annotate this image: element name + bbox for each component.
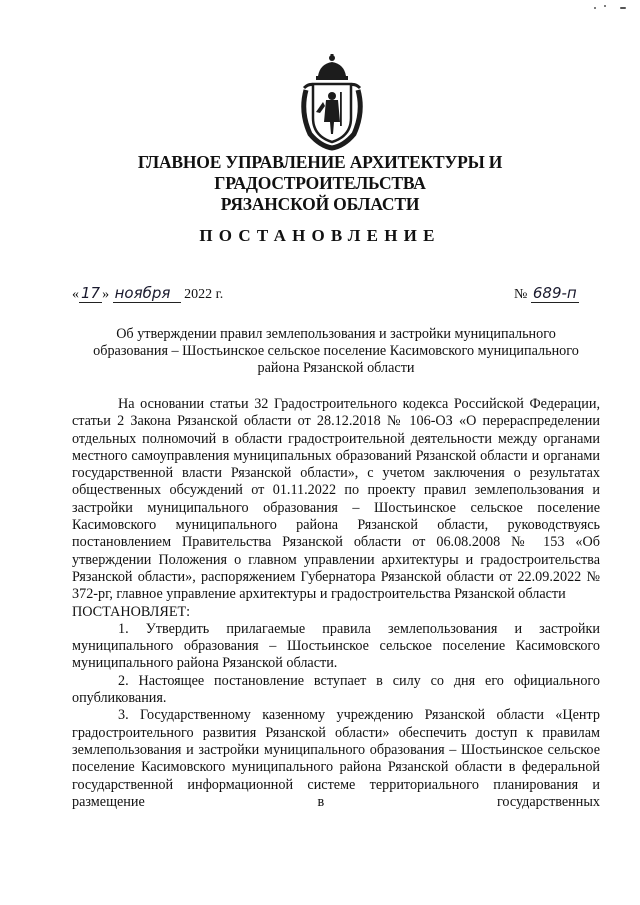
organization-name	[40, 152, 600, 215]
title-line-2: образования – Шостьинское сельское поселение Касимовского муниципального	[93, 343, 579, 359]
date-day: 17	[81, 284, 101, 302]
document-type: ПОСТАНОВЛЕНИЕ	[199, 226, 441, 245]
scan-marks	[590, 4, 630, 12]
organization-name-line-2: РЯЗАНСКОЙ ОБЛАСТИ	[220, 194, 420, 214]
document-title	[78, 326, 594, 377]
item-1: 1. Утвердить прилагаемые правила землепользования и застройки муниципального образования – Шостьинское сельское поселение Касимовского муниципального района Рязанской области.	[72, 620, 600, 672]
coat-of-arms-icon	[296, 52, 368, 152]
quote-open: «	[72, 287, 79, 302]
document-body	[72, 396, 600, 811]
title-line-3: района Рязанской области	[257, 360, 415, 376]
date-year: 2022 г.	[184, 287, 224, 302]
title-line-1: Об утверждении правил землепользования и застройки муниципального	[116, 326, 556, 342]
document-number	[514, 284, 579, 303]
item-2: 2. Настоящее постановление вступает в силу со дня его официального опубликования.	[72, 672, 600, 707]
date-month: ноября	[113, 284, 181, 303]
preamble-paragraph: На основании статьи 32 Градостроительного кодекса Российской Федерации, статьи 2 Закона Рязанской области от 28.12.2018 № 106-ОЗ «О перераспределении отдельных полномочий в области градостроительной деятельности между органами местного самоуправления муниципальных образований Рязанской области и органами государственной власти Рязанской области», с учетом заключения о результатах общественных обсуждений от 01.11.2022 по проекту правил землепользования и застройки муниципального образования – Шостьинское сельское поселение Касимовского муниципального района Рязанской области, руководствуясь постановлением Правительства Рязанской области от 06.08.2008 № 153 «Об утверждении Положения о главном управлении архитектуры и градостроительства Рязанской области», распоряжением Губернатора Рязанской области от 22.09.2022 № 372-рг, главное управление архитектуры и градостроительства Рязанской области	[72, 396, 600, 603]
quote-close: »	[102, 287, 110, 302]
number-value: 689-п	[532, 284, 577, 302]
number-prefix: №	[514, 287, 528, 302]
item-3: 3. Государственному казенному учреждению Рязанской области «Центр градостроительного развития Рязанской области» обеспечить доступ к правилам землепользования и застройки муниципального образования – Шостьинское сельское поселение Касимовского муниципального района Рязанской области в федеральной государственной информационной системе территориального планирования и размещение в государственных	[72, 707, 600, 810]
organization-name-line-1: ГЛАВНОЕ УПРАВЛЕНИЕ АРХИТЕКТУРЫ И ГРАДОСТРОИТЕЛЬСТВА	[137, 152, 503, 193]
document-date	[72, 284, 223, 303]
resolves-heading: ПОСТАНОВЛЯЕТ:	[72, 603, 191, 620]
